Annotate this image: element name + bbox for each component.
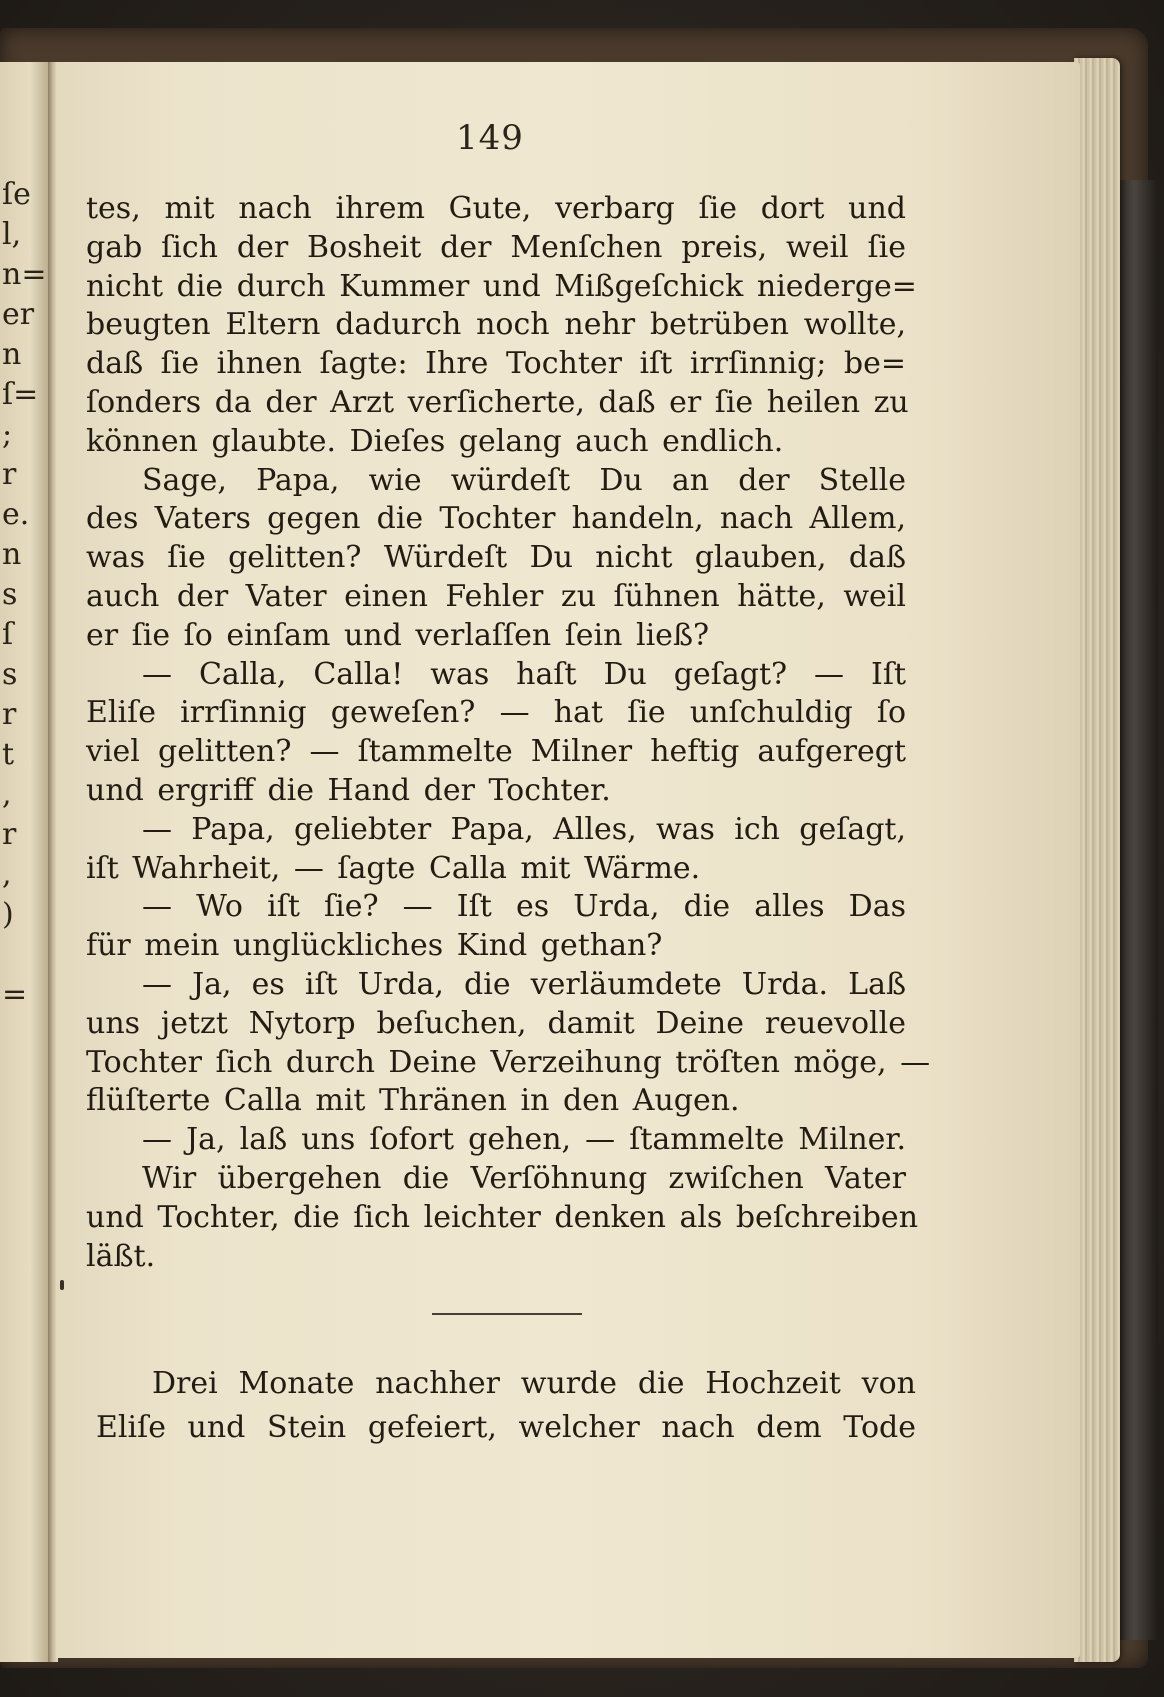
section-two-text bbox=[96, 1362, 916, 1450]
previous-page-fragment: t bbox=[2, 737, 15, 772]
text-line: auch der Vater einen Fehler zu ſühnen hätte, weil bbox=[86, 578, 906, 614]
text-line: Drei Monate nachher wurde die Hochzeit von bbox=[152, 1366, 916, 1401]
text-line: für mein unglückliches Kind gethan? bbox=[86, 928, 663, 964]
text-line: — Papa, geliebter Papa, Alles, was ich geſagt, bbox=[142, 811, 906, 847]
text-line: beugten Eltern dadurch noch nehr betrüben wollte, bbox=[86, 307, 906, 343]
text-line: tes, mit nach ihrem Gute, verbarg ſie dort und bbox=[86, 191, 906, 226]
previous-page-fragment: n= bbox=[2, 257, 47, 292]
previous-page-fragment: r bbox=[2, 817, 17, 852]
previous-page-sliver bbox=[0, 62, 50, 1662]
text-line: nicht die durch Kummer und Mißgeſchick niederge= bbox=[86, 268, 917, 304]
previous-page-fragment: s bbox=[2, 657, 18, 692]
text-line: Eliſe irrſinnig geweſen? — hat ſie unſchuldig ſo bbox=[86, 695, 906, 731]
previous-page-fragment: = bbox=[2, 977, 28, 1012]
text-line: gab ſich der Bosheit der Menſchen preis, weil ſie bbox=[86, 229, 906, 265]
previous-page-fragment: r bbox=[2, 457, 17, 492]
text-line: Sage, Papa, wie würdeſt Du an der Stelle bbox=[142, 462, 906, 498]
body-text bbox=[86, 190, 931, 1276]
page-edges bbox=[1074, 58, 1120, 1662]
text-line: Wir übergehen die Verſöhnung zwiſchen Vater bbox=[142, 1160, 906, 1196]
text-line: was ſie gelitten? Würdeſt Du nicht glauben, daß bbox=[86, 540, 906, 576]
previous-page-fragment: n bbox=[2, 337, 22, 372]
text-line: — Ja, laß uns ſofort gehen, — ſtammelte Milner. bbox=[142, 1122, 906, 1158]
text-line: Eliſe und Stein gefeiert, welcher nach dem Tode bbox=[96, 1410, 916, 1445]
text-line: flüſterte Calla mit Thränen in den Augen. bbox=[86, 1083, 740, 1119]
previous-page-fragment: er bbox=[2, 297, 35, 332]
previous-page-fragment: n bbox=[2, 537, 22, 572]
previous-page-fragment: l, bbox=[2, 217, 22, 252]
previous-page-fragment: r bbox=[2, 697, 17, 732]
ink-speck bbox=[60, 1280, 64, 1290]
text-line: uns jetzt Nytorp beſuchen, damit Deine reuevolle bbox=[86, 1005, 906, 1041]
text-line: ſonders da der Arzt verſicherte, daß er ſie heilen zu bbox=[86, 384, 909, 420]
book-spine-edge bbox=[1118, 180, 1158, 1640]
previous-page-fragment: ſ= bbox=[2, 377, 39, 412]
previous-page-fragment: ) bbox=[2, 897, 14, 932]
page-number: 149 bbox=[456, 118, 524, 158]
text-line: und ergriff die Hand der Tochter. bbox=[86, 772, 611, 808]
text-line: können glaubte. Dieſes gelang auch endlich. bbox=[86, 423, 784, 459]
text-line: Tochter ſich durch Deine Verzeihung tröſten möge, — bbox=[86, 1044, 931, 1080]
text-line: er ſie ſo einſam und verlaſſen ſein ließ? bbox=[86, 617, 710, 653]
text-line: — Ja, es iſt Urda, die verläumdete Urda. Laß bbox=[142, 966, 906, 1002]
previous-page-fragment: ; bbox=[2, 417, 13, 452]
section-divider bbox=[432, 1313, 582, 1315]
text-line: — Calla, Calla! was haſt Du geſagt? — Iſt bbox=[142, 656, 906, 692]
previous-page-fragment: s bbox=[2, 577, 18, 612]
previous-page-fragment: , bbox=[2, 857, 12, 892]
text-line: viel gelitten? — ſtammelte Milner heftig aufgeregt bbox=[86, 734, 906, 770]
text-line: und Tochter, die ſich leichter denken als beſchreiben bbox=[86, 1199, 919, 1235]
text-line: des Vaters gegen die Tochter handeln, nach Allem, bbox=[86, 501, 906, 537]
previous-page-fragment: e. bbox=[2, 497, 30, 532]
previous-page-fragment: , bbox=[2, 777, 12, 812]
text-line: daß ſie ihnen ſagte: Ihre Tochter iſt irrſinnig; be= bbox=[86, 346, 906, 382]
text-line: läßt. bbox=[86, 1238, 156, 1274]
text-line: iſt Wahrheit, — ſagte Calla mit Wärme. bbox=[86, 850, 701, 886]
previous-page-fragment: ſ bbox=[2, 617, 14, 652]
text-line: — Wo iſt ſie? — Iſt es Urda, die alles Das bbox=[142, 889, 906, 925]
previous-page-fragment: ſe bbox=[2, 177, 31, 212]
